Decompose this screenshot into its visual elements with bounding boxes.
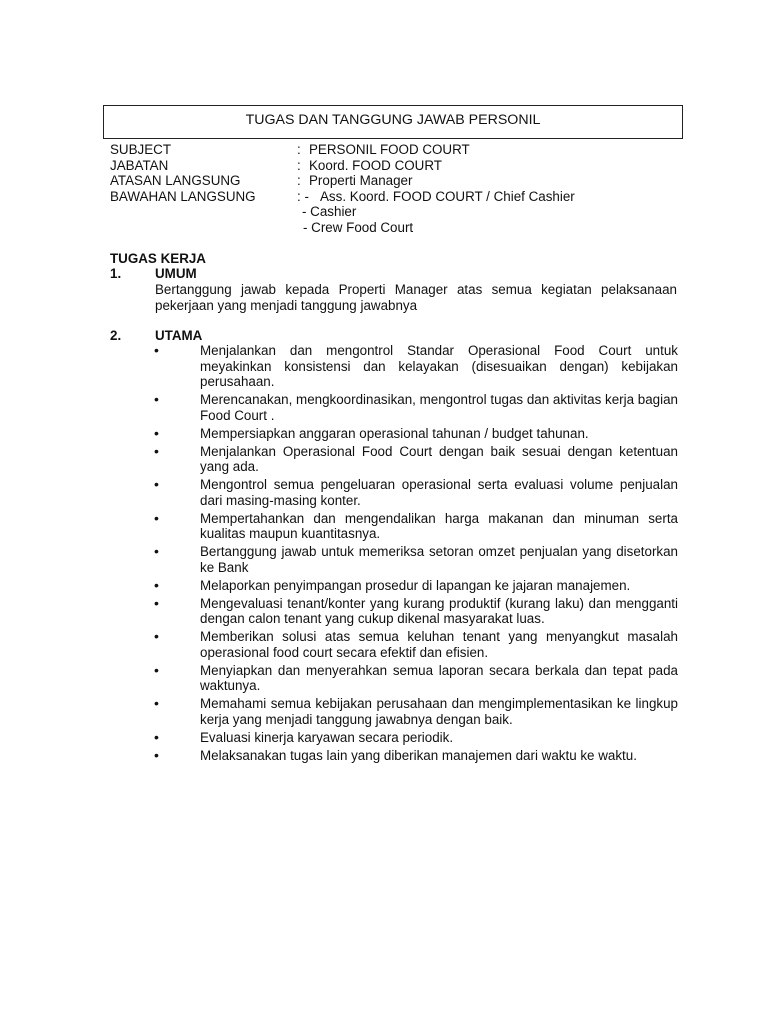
section-heading: TUGAS KERJA bbox=[110, 251, 206, 266]
bullet-icon: • bbox=[154, 442, 159, 459]
list-item-text: Menyiapkan dan menyerahkan semua laporan secara berkala dan tepat pada waktunya. bbox=[200, 662, 678, 693]
field-colon: : bbox=[297, 142, 301, 157]
list-item bbox=[150, 578, 678, 594]
field-value: Ass. Koord. FOOD COURT / Chief Cashier bbox=[320, 188, 575, 204]
bullet-icon: • bbox=[154, 661, 159, 678]
bullet-icon: • bbox=[154, 695, 159, 711]
list-item bbox=[150, 663, 678, 694]
list-item bbox=[150, 696, 678, 727]
main-heading: UTAMA bbox=[155, 328, 203, 343]
general-number: 1. bbox=[110, 266, 122, 281]
bullet-icon: • bbox=[154, 543, 159, 559]
list-item bbox=[150, 544, 678, 575]
list-item bbox=[150, 596, 678, 627]
list-item bbox=[150, 730, 678, 746]
bullet-icon: • bbox=[154, 594, 159, 611]
list-item-text: Bertanggung jawab untuk memeriksa setoran omzet penjualan yang disetorkan ke Bank bbox=[200, 544, 678, 575]
list-item-text: Mempersiapkan anggaran operasional tahunan / budget tahunan. bbox=[200, 425, 589, 441]
subordinate-text: - Cashier bbox=[302, 204, 357, 219]
list-item-text: Evaluasi kinerja karyawan secara periodik. bbox=[200, 729, 454, 745]
main-duties-list bbox=[150, 343, 678, 766]
bullet-icon: • bbox=[154, 728, 159, 745]
list-item bbox=[150, 629, 678, 660]
general-text: Bertanggung jawab kepada Properti Manager atas semua kegiatan pelaksanaan pekerjaan yang menjadi tanggung jawabnya bbox=[155, 282, 677, 313]
list-item bbox=[150, 748, 678, 764]
bullet-icon: • bbox=[154, 576, 159, 593]
field-colon: : bbox=[297, 157, 301, 173]
field-label: JABATAN bbox=[110, 157, 169, 173]
bullet-icon: • bbox=[154, 342, 159, 358]
list-item-text: Memberikan solusi atas semua keluhan tenant yang menyangkut masalah operasional food court secara efektif dan efisien. bbox=[200, 629, 678, 660]
list-item bbox=[150, 392, 678, 423]
list-item-text: Mengevaluasi tenant/konter yang kurang produktif (kurang laku) dan mengganti dengan calon tenant yang cukup dikenal masyarakat luas. bbox=[200, 595, 678, 626]
list-item-text: Memahami semua kebijakan perusahaan dan mengimplementasikan ke lingkup kerja yang menjadi tanggung jawabnya dengan baik. bbox=[200, 696, 678, 727]
field-label: ATASAN LANGSUNG bbox=[110, 173, 241, 188]
list-item bbox=[150, 343, 678, 390]
field-colon: : - bbox=[297, 188, 309, 204]
subordinate-text: - Crew Food Court bbox=[303, 219, 414, 235]
main-number: 2. bbox=[110, 328, 122, 343]
field-colon: : bbox=[297, 173, 301, 188]
field-label: BAWAHAN LANGSUNG bbox=[110, 188, 256, 204]
list-item bbox=[150, 511, 678, 542]
list-item-text: Menjalankan Operasional Food Court dengan baik sesuai dengan ketentuan yang ada. bbox=[200, 443, 678, 474]
list-item bbox=[150, 426, 678, 442]
list-item-text: Melaporkan penyimpangan prosedur di lapangan ke jajaran manajemen. bbox=[200, 577, 631, 593]
field-label: SUBJECT bbox=[110, 142, 172, 157]
bullet-icon: • bbox=[154, 476, 159, 492]
list-item-text: Mempertahankan dan mengendalikan harga makanan dan minuman serta kualitas maupun kuantitasnya. bbox=[200, 510, 678, 541]
list-item bbox=[150, 444, 678, 475]
list-item-text: Menjalankan dan mengontrol Standar Operasional Food Court untuk meyakinkan konsistensi dan kelayakan (disesuaikan dengan) kebijakan perusahaan. bbox=[200, 343, 678, 389]
field-value: Koord. FOOD COURT bbox=[309, 157, 442, 173]
field-value: Properti Manager bbox=[309, 173, 413, 188]
field-value: PERSONIL FOOD COURT bbox=[309, 142, 470, 157]
bullet-icon: • bbox=[154, 509, 159, 526]
general-heading: UMUM bbox=[155, 266, 197, 281]
bullet-icon: • bbox=[154, 746, 159, 763]
list-item-text: Mengontrol semua pengeluaran operasional serta evaluasi volume penjualan dari masing-masing konter. bbox=[200, 477, 678, 508]
list-item bbox=[150, 477, 678, 508]
bullet-icon: • bbox=[154, 424, 159, 441]
list-item-text: Merencanakan, mengkoordinasikan, mengontrol tugas dan aktivitas kerja bagian Food Court . bbox=[200, 392, 678, 423]
bullet-icon: • bbox=[154, 628, 159, 644]
list-item-text: Melaksanakan tugas lain yang diberikan manajemen dari waktu ke waktu. bbox=[200, 747, 637, 763]
bullet-icon: • bbox=[154, 391, 159, 407]
document-title: TUGAS DAN TANGGUNG JAWAB PERSONIL bbox=[103, 105, 683, 139]
